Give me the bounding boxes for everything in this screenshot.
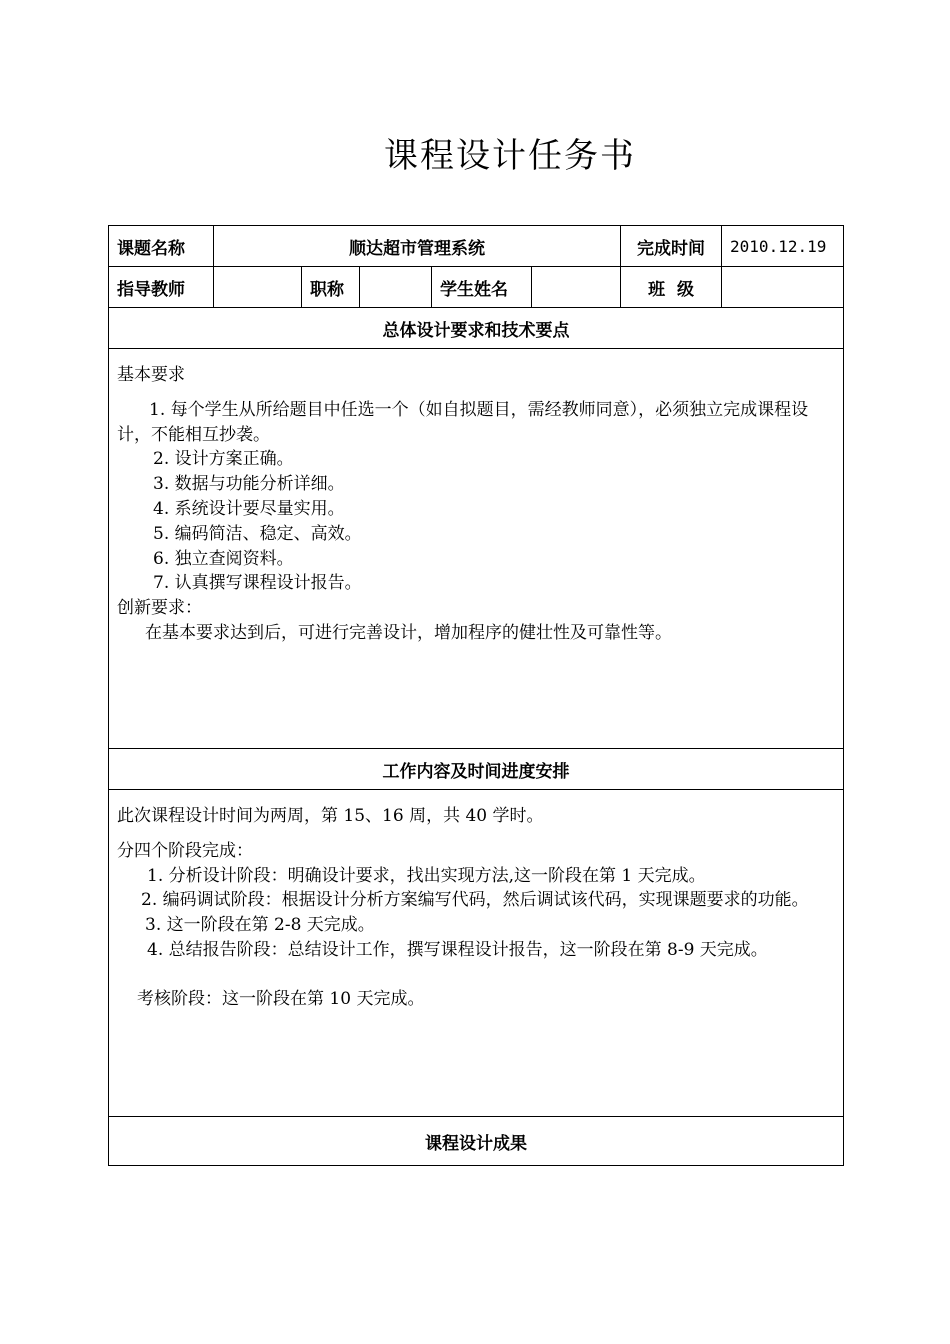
task-table (108, 225, 844, 1166)
phase-item: 1. 分析设计阶段：明确设计要求，找出实现方法,这一阶段在第 1 天完成。 (147, 865, 706, 886)
job-title-label: 职称 (302, 267, 360, 308)
topic-value: 顺达超市管理系统 (214, 226, 621, 267)
teacher-label: 指导教师 (109, 267, 214, 308)
requirement-item: 1. 每个学生从所给题目中任选一个（如自拟题目，需经教师同意），必须独立完成课程设计，不能相互抄袭。 (117, 399, 809, 445)
row-section3-heading (109, 1117, 844, 1166)
deadline-label: 完成时间 (621, 226, 722, 267)
row-section2-body (109, 790, 844, 1117)
exam-phase: 考核阶段：这一阶段在第 10 天完成。 (137, 988, 425, 1009)
schedule-intro: 此次课程设计时间为两周，第 15、16 周，共 40 学时。 (117, 806, 544, 826)
row-section1-heading (109, 308, 844, 349)
student-label: 学生姓名 (432, 267, 532, 308)
phase-item: 2. 编码调试阶段：根据设计分析方案编写代码，然后调试该代码，实现课题要求的功能。 (141, 890, 809, 911)
requirement-item: 5. 编码简洁、稳定、高效。 (153, 523, 362, 544)
requirement-item: 6. 独立查阅资料。 (153, 548, 294, 569)
document-title: 课程设计任务书 (384, 136, 636, 176)
innovation-text: 在基本要求达到后，可进行完善设计，增加程序的健壮性及可靠性等。 (145, 622, 672, 643)
row-section2-heading (109, 749, 844, 790)
student-value (532, 267, 621, 308)
deadline-value: 2010.12.19 (722, 226, 844, 267)
requirement-item: 4. 系统设计要尽量实用。 (153, 498, 345, 519)
requirement-item: 7. 认真撰写课程设计报告。 (153, 573, 362, 594)
phases-label: 分四个阶段完成： (117, 840, 253, 861)
row-section1-body (109, 349, 844, 749)
innovation-label: 创新要求： (117, 598, 202, 619)
class-label: 班 级 (621, 267, 722, 308)
section1-body (109, 349, 844, 749)
section1-heading: 总体设计要求和技术要点 (109, 308, 844, 349)
teacher-value (214, 267, 302, 308)
phase-item: 3. 这一阶段在第 2-8 天完成。 (145, 915, 375, 936)
row-topic (109, 226, 844, 267)
row-people (109, 267, 844, 308)
section2-heading: 工作内容及时间进度安排 (109, 749, 844, 790)
requirement-item: 3. 数据与功能分析详细。 (153, 474, 345, 495)
topic-label: 课题名称 (109, 226, 214, 267)
phase-item: 4. 总结报告阶段：总结设计工作，撰写课程设计报告，这一阶段在第 8-9 天完成。 (147, 939, 768, 960)
job-title-value (360, 267, 432, 308)
section3-heading: 课程设计成果 (109, 1117, 844, 1166)
section2-body (109, 790, 844, 1117)
requirement-item: 2. 设计方案正确。 (153, 449, 294, 470)
basic-requirements-label: 基本要求 (117, 365, 185, 385)
class-value (722, 267, 844, 308)
